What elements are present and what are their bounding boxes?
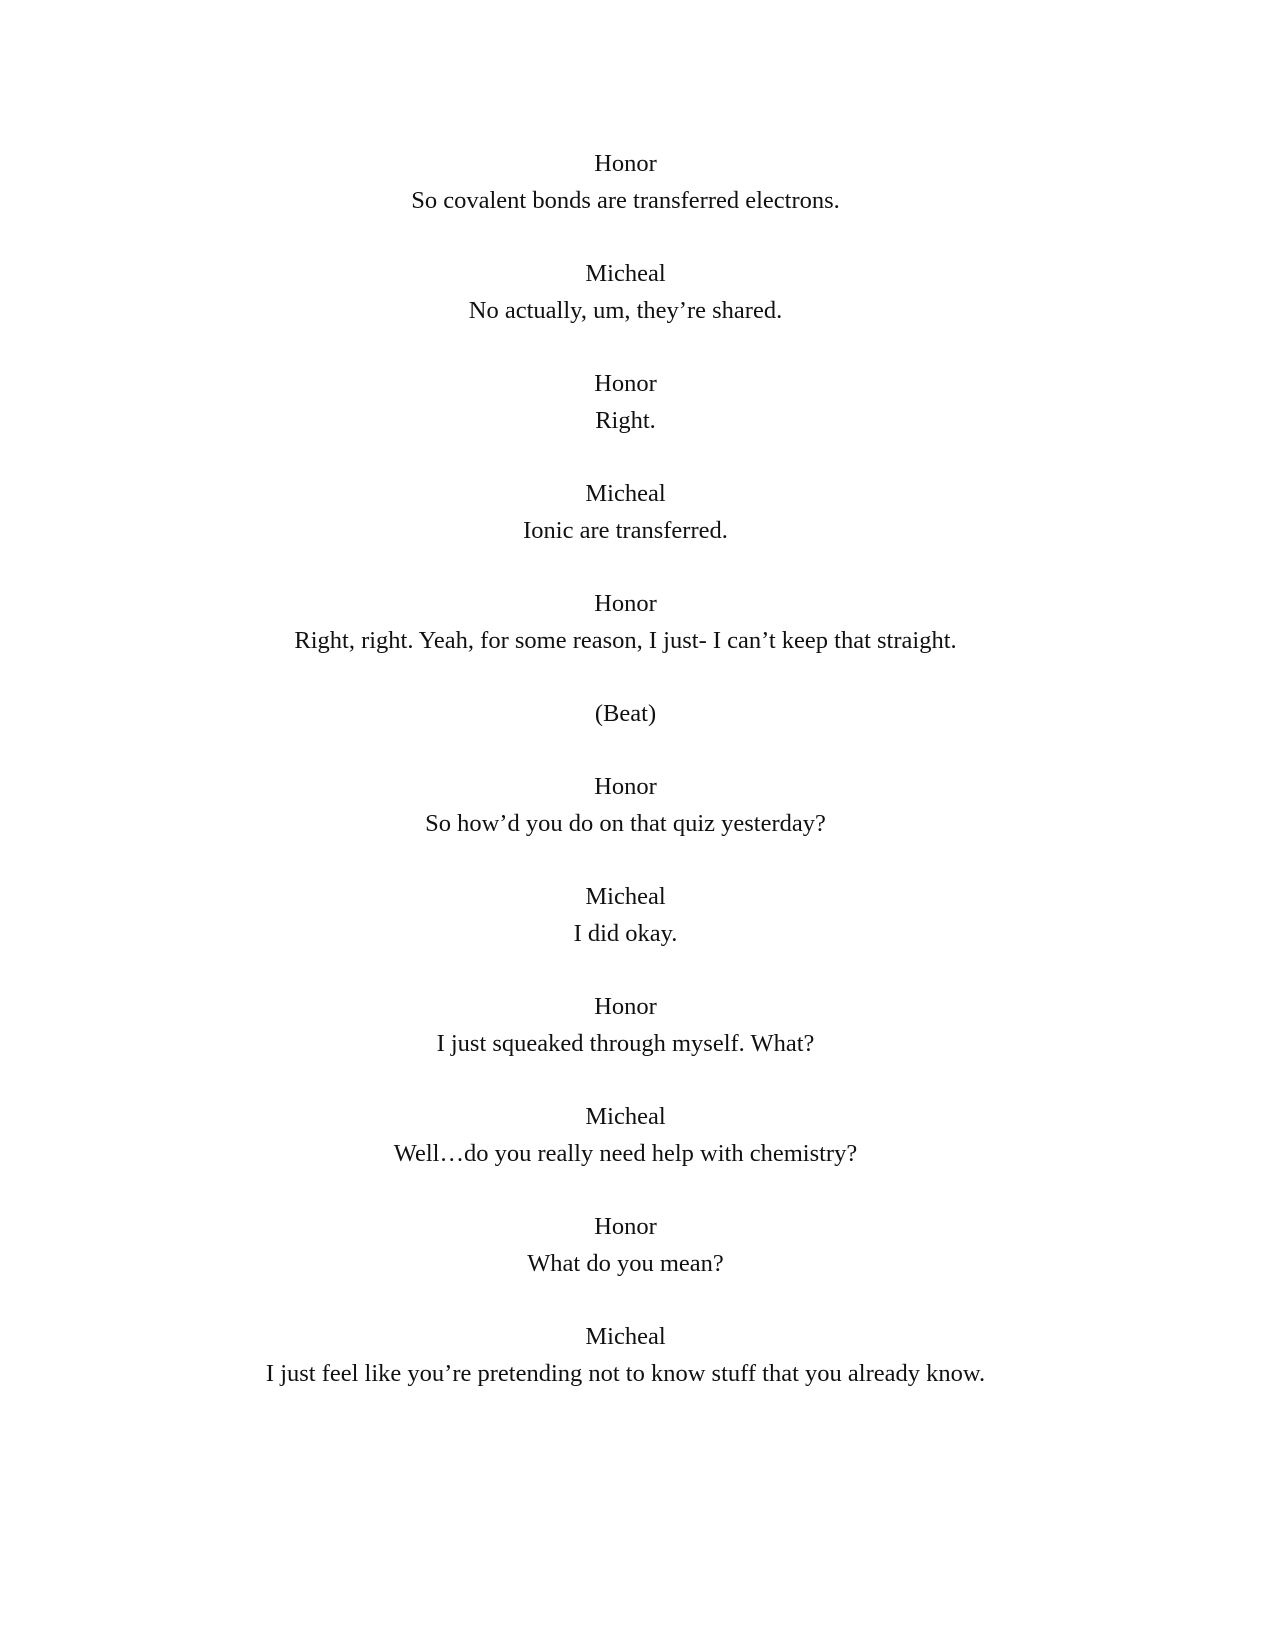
dialogue-line: Ionic are transferred. <box>523 517 728 544</box>
dialogue-line: Well…do you really need help with chemistry? <box>393 1140 858 1167</box>
dialogue-line: So covalent bonds are transferred electrons. <box>411 187 840 214</box>
dialogue-block <box>0 878 1263 952</box>
dialogue-line: I did okay. <box>573 920 678 947</box>
dialogue-block <box>0 475 1263 549</box>
stage-direction-block <box>0 695 1263 732</box>
dialogue-block <box>0 255 1263 329</box>
dialogue-line: I just feel like you’re pretending not to know stuff that you already know. <box>265 1360 986 1387</box>
character-name: Micheal <box>585 480 666 507</box>
character-name: Honor <box>594 590 657 617</box>
dialogue-line: Right. <box>595 407 656 434</box>
dialogue-block <box>0 365 1263 439</box>
dialogue-block <box>0 1098 1263 1172</box>
character-name: Micheal <box>585 1323 666 1350</box>
dialogue-block <box>0 988 1263 1062</box>
stage-direction: (Beat) <box>594 700 657 727</box>
character-name: Honor <box>594 370 657 397</box>
character-name: Micheal <box>585 1103 666 1130</box>
dialogue-line: No actually, um, they’re shared. <box>468 297 783 324</box>
dialogue-line: So how’d you do on that quiz yesterday? <box>425 810 826 837</box>
script-body <box>0 145 1263 1428</box>
character-name: Honor <box>594 773 657 800</box>
dialogue-block <box>0 145 1263 219</box>
character-name: Honor <box>594 1213 657 1240</box>
dialogue-line: Right, right. Yeah, for some reason, I just- I can’t keep that straight. <box>294 627 957 654</box>
dialogue-line: I just squeaked through myself. What? <box>436 1030 815 1057</box>
character-name: Micheal <box>585 883 666 910</box>
character-name: Honor <box>594 993 657 1020</box>
dialogue-block <box>0 585 1263 659</box>
character-name: Micheal <box>585 260 666 287</box>
dialogue-line: What do you mean? <box>527 1250 724 1277</box>
dialogue-block <box>0 768 1263 842</box>
dialogue-block <box>0 1318 1263 1392</box>
dialogue-block <box>0 1208 1263 1282</box>
character-name: Honor <box>594 150 657 177</box>
